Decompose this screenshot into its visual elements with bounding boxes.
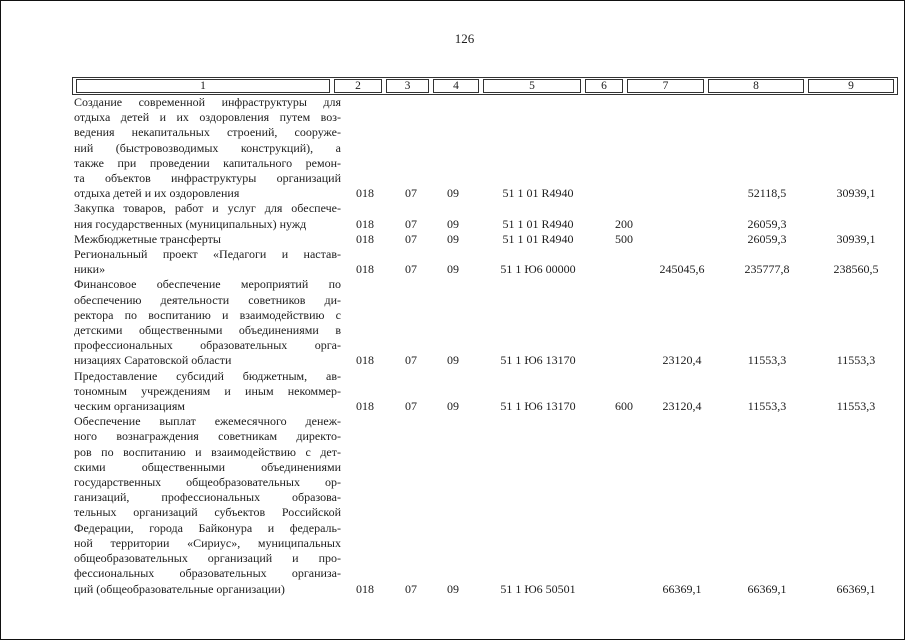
table-body xyxy=(74,95,902,597)
label-line: государственных общеобразовательных ор- xyxy=(74,475,341,490)
table-row xyxy=(74,369,902,415)
header-cell-1 xyxy=(74,79,332,93)
cell-col2: 018 xyxy=(356,186,374,201)
cell-col2: 018 xyxy=(356,262,374,277)
label-line: Региональный проект «Педагоги и настав- xyxy=(74,247,341,262)
label-line: ров по воспитанию и взаимодействию с дет- xyxy=(74,444,341,459)
header-cell-2 xyxy=(332,79,384,93)
cell-col6: 600 xyxy=(615,399,633,414)
label-line: та объектов инфраструктуры организаций xyxy=(74,171,341,186)
cell-col8: 11553,3 xyxy=(747,399,787,414)
row-label xyxy=(74,414,341,596)
label-line: ведения некапитальных строений, сооруже- xyxy=(74,125,341,140)
label-line: отдыха детей и их оздоровления xyxy=(74,186,240,201)
cell-col2: 018 xyxy=(356,231,374,246)
cell-col3: 07 xyxy=(405,581,417,596)
table-row xyxy=(74,247,902,277)
label-line: отдыха детей и их оздоровления путем воз- xyxy=(74,110,341,125)
header-cell-label: 3 xyxy=(386,79,429,93)
table-row xyxy=(74,95,902,201)
cell-col7: 245045,6 xyxy=(659,262,705,277)
cell-col8: 26059,3 xyxy=(747,231,787,246)
cell-col2: 018 xyxy=(356,581,374,596)
label-line: Предоставление субсидий бюджетным, ав- xyxy=(74,368,341,383)
cell-col4: 09 xyxy=(447,581,459,596)
header-cell-9 xyxy=(806,79,896,93)
cell-col9: 66369,1 xyxy=(836,581,876,596)
header-cell-label: 9 xyxy=(808,79,894,93)
label-line: Создание современной инфраструктуры для xyxy=(74,95,341,109)
header-cell-label: 4 xyxy=(433,79,479,93)
header-cell-label: 6 xyxy=(585,79,623,93)
cell-col4: 09 xyxy=(447,231,459,246)
cell-col4: 09 xyxy=(447,262,459,277)
cell-col5: 51 1 Ю6 00000 xyxy=(500,262,576,277)
cell-col8: 26059,3 xyxy=(747,216,787,231)
label-line: фессиональных образовательных организа- xyxy=(74,566,341,581)
cell-col9: 11553,3 xyxy=(836,353,876,368)
cell-col3: 07 xyxy=(405,231,417,246)
header-cell-label: 8 xyxy=(708,79,804,93)
cell-col5: 51 1 01 R4940 xyxy=(502,186,574,201)
budget-table xyxy=(72,77,902,597)
cell-col6: 500 xyxy=(615,231,633,246)
cell-col7: 23120,4 xyxy=(662,353,702,368)
cell-col7: 23120,4 xyxy=(662,399,702,414)
label-line: ний (быстровозводимых конструкций), а xyxy=(74,140,341,155)
label-line: также при проведении капитального ремон- xyxy=(74,155,341,170)
cell-col6: 200 xyxy=(615,216,633,231)
cell-col3: 07 xyxy=(405,353,417,368)
cell-col8: 235777,8 xyxy=(744,262,790,277)
row-label xyxy=(74,369,341,415)
header-cell-label: 5 xyxy=(483,79,581,93)
label-line: Финансовое обеспечение мероприятий по xyxy=(74,277,341,292)
label-line: тельных организаций субъектов Российской xyxy=(74,505,341,520)
cell-col8: 11553,3 xyxy=(747,353,787,368)
header-cell-label: 1 xyxy=(76,79,330,93)
label-line: ганизаций, профессиональных образова- xyxy=(74,490,341,505)
row-label xyxy=(74,232,341,247)
cell-col5: 51 1 Ю6 13170 xyxy=(500,353,576,368)
table-row xyxy=(74,232,902,247)
cell-col8: 52118,5 xyxy=(747,186,787,201)
table-header-border xyxy=(72,77,898,95)
header-cell-label: 2 xyxy=(334,79,382,93)
cell-col7: 66369,1 xyxy=(662,581,702,596)
label-line: низациях Саратовской области xyxy=(74,353,232,368)
page-number: 126 xyxy=(454,31,475,46)
cell-col5: 51 1 Ю6 50501 xyxy=(500,581,576,596)
header-cell-3 xyxy=(384,79,431,93)
cell-col9: 238560,5 xyxy=(833,262,879,277)
cell-col9: 30939,1 xyxy=(836,186,876,201)
label-line: ники» xyxy=(74,262,106,277)
table-row xyxy=(74,414,902,596)
cell-col4: 09 xyxy=(447,399,459,414)
header-cell-label: 7 xyxy=(627,79,704,93)
label-line: ной территории «Сириус», муниципальных xyxy=(74,535,341,550)
label-line: Закупка товаров, работ и услуг для обеспече- xyxy=(74,201,341,216)
cell-col9: 11553,3 xyxy=(836,399,876,414)
cell-col9: 30939,1 xyxy=(836,231,876,246)
cell-col4: 09 xyxy=(447,216,459,231)
row-label xyxy=(74,247,341,277)
cell-col4: 09 xyxy=(447,186,459,201)
header-cell-7 xyxy=(625,79,706,93)
header-cell-6 xyxy=(583,79,625,93)
label-line: общеобразовательных организаций и про- xyxy=(74,551,341,566)
label-line: ческим организациям xyxy=(74,399,185,414)
cell-col3: 07 xyxy=(405,186,417,201)
cell-col5: 51 1 01 R4940 xyxy=(502,231,574,246)
cell-col5: 51 1 01 R4940 xyxy=(502,216,574,231)
cell-col8: 66369,1 xyxy=(747,581,787,596)
header-cell-8 xyxy=(706,79,806,93)
label-line: профессиональных образовательных орга- xyxy=(74,338,341,353)
row-label xyxy=(74,277,341,368)
cell-col4: 09 xyxy=(447,353,459,368)
header-cell-4 xyxy=(431,79,481,93)
cell-col3: 07 xyxy=(405,216,417,231)
label-line: обеспечению деятельности советников ди- xyxy=(74,292,341,307)
table-row xyxy=(74,277,902,368)
label-line: Межбюджетные трансферты xyxy=(74,231,221,246)
header-cell-5 xyxy=(481,79,583,93)
cell-col5: 51 1 Ю6 13170 xyxy=(500,399,576,414)
cell-col3: 07 xyxy=(405,399,417,414)
row-label xyxy=(74,95,341,201)
label-line: ния государственных (муниципальных) нужд xyxy=(74,216,307,231)
row-label xyxy=(74,201,341,231)
table-row xyxy=(74,201,902,231)
label-line: тономным учреждениям и иным некоммер- xyxy=(74,383,341,398)
label-line: ректора по воспитанию и взаимодействию с xyxy=(74,307,341,322)
cell-col2: 018 xyxy=(356,399,374,414)
cell-col2: 018 xyxy=(356,353,374,368)
cell-col3: 07 xyxy=(405,262,417,277)
label-line: ций (общеобразовательные организации) xyxy=(74,581,285,596)
cell-col2: 018 xyxy=(356,216,374,231)
label-line: Федерации, города Байконура и федераль- xyxy=(74,520,341,535)
label-line: Обеспечение выплат ежемесячного денеж- xyxy=(74,414,341,429)
label-line: скими общественными объединениями xyxy=(74,459,341,474)
table-header-row xyxy=(74,79,896,93)
label-line: ного вознаграждения советникам директо- xyxy=(74,429,341,444)
label-line: детскими общественными объединениями в xyxy=(74,323,341,338)
